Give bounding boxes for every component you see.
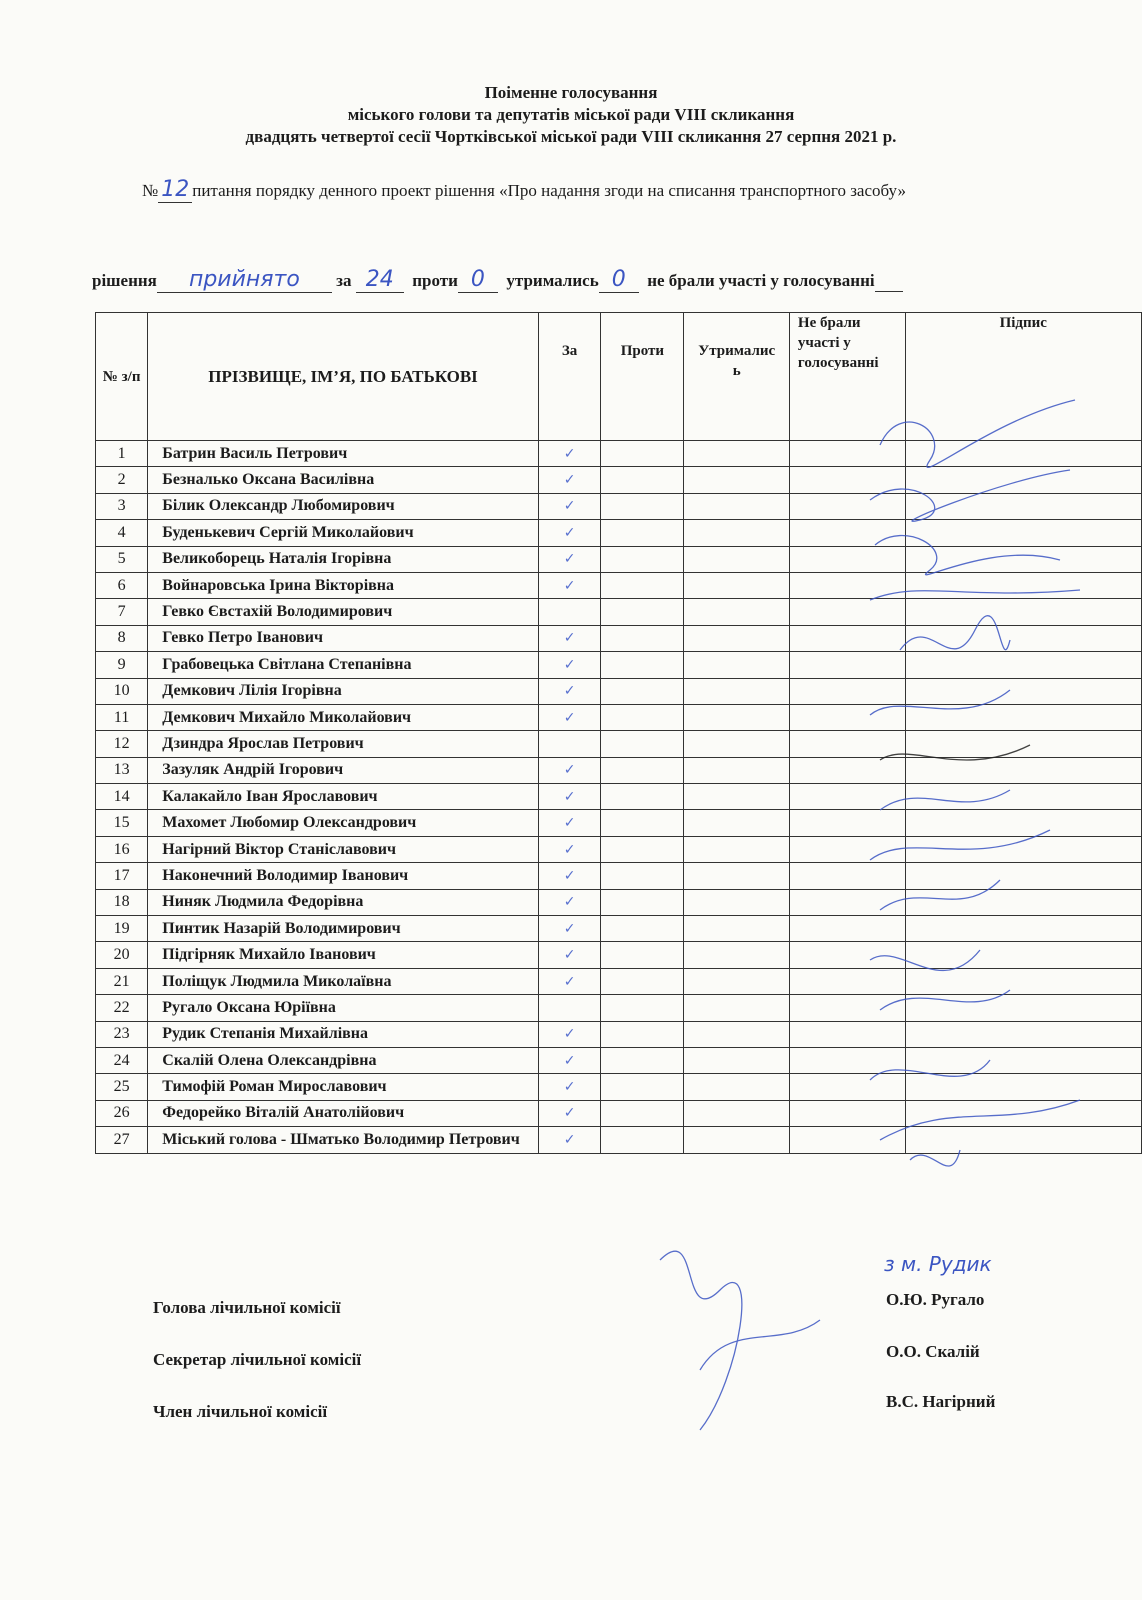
row-against — [601, 810, 684, 836]
table-row — [96, 599, 1142, 625]
row-num: 11 — [96, 704, 148, 730]
row-against — [601, 467, 684, 493]
row-for-mark — [538, 995, 600, 1021]
row-signature — [905, 1100, 1141, 1126]
row-name: Зазуляк Андрій Ігорович — [148, 757, 539, 783]
row-signature — [905, 572, 1141, 598]
decision-value: прийнято — [157, 267, 332, 293]
table-row — [96, 572, 1142, 598]
row-signature — [905, 968, 1141, 994]
row-name: Наконечний Володимир Іванович — [148, 863, 539, 889]
row-against — [601, 1021, 684, 1047]
row-against — [601, 889, 684, 915]
row-num: 23 — [96, 1021, 148, 1047]
row-name: Пинтик Назарій Володимирович — [148, 916, 539, 942]
row-not-voted — [789, 546, 905, 572]
document-subtitle: міського голови та депутатів міської ради VIII скликання — [347, 105, 795, 124]
row-not-voted — [789, 704, 905, 730]
row-for-mark: ✓ — [538, 889, 600, 915]
table-row — [96, 625, 1142, 651]
row-against — [601, 652, 684, 678]
row-not-voted — [789, 757, 905, 783]
row-signature — [905, 467, 1141, 493]
table-row — [96, 441, 1142, 467]
row-name: Скалій Олена Олександрівна — [148, 1047, 539, 1073]
header-abstained: Утрималис ь — [684, 313, 789, 441]
row-for-mark: ✓ — [538, 1021, 600, 1047]
table-row — [96, 493, 1142, 519]
row-for-mark: ✓ — [538, 1127, 600, 1153]
row-name: Білик Олександр Любомирович — [148, 493, 539, 519]
table-row — [96, 942, 1142, 968]
row-not-voted — [789, 731, 905, 757]
row-num: 26 — [96, 1100, 148, 1126]
chair-label: Голова лічильної комісії — [153, 1298, 341, 1317]
row-signature — [905, 916, 1141, 942]
row-num: 9 — [96, 652, 148, 678]
handwritten-note: з м. Рудик — [884, 1252, 992, 1276]
row-not-voted — [789, 916, 905, 942]
row-signature — [905, 520, 1141, 546]
row-num: 17 — [96, 863, 148, 889]
row-not-voted — [789, 942, 905, 968]
row-num: 8 — [96, 625, 148, 651]
abstained-label: утримались — [506, 271, 599, 290]
header-num: № з/п — [96, 313, 148, 441]
document-title: Поіменне голосування — [484, 83, 658, 102]
table-row — [96, 916, 1142, 942]
row-abstained — [684, 467, 789, 493]
not-voted-count — [875, 271, 903, 292]
header-name: ПРІЗВИЩЕ, ІМ’Я, ПО БАТЬКОВІ — [148, 313, 539, 441]
row-num: 20 — [96, 942, 148, 968]
row-signature — [905, 1047, 1141, 1073]
row-against — [601, 678, 684, 704]
row-signature — [905, 493, 1141, 519]
row-abstained — [684, 572, 789, 598]
row-for-mark: ✓ — [538, 572, 600, 598]
row-num: 13 — [96, 757, 148, 783]
question-text: питання порядку денного проект рішення «Про надання згоди на списання транспортного засобу» — [192, 181, 906, 200]
row-num: 27 — [96, 1127, 148, 1153]
row-against — [601, 704, 684, 730]
row-for-mark: ✓ — [538, 836, 600, 862]
row-name: Демкович Лілія Ігорівна — [148, 678, 539, 704]
row-num: 5 — [96, 546, 148, 572]
table-row — [96, 810, 1142, 836]
voting-table — [95, 312, 1142, 1154]
row-for-mark: ✓ — [538, 968, 600, 994]
row-for-mark: ✓ — [538, 441, 600, 467]
member-label: Член лічильної комісії — [153, 1402, 328, 1421]
row-abstained — [684, 1047, 789, 1073]
row-not-voted — [789, 599, 905, 625]
member-name: В.С. Нагірний — [886, 1392, 996, 1411]
row-name: Гевко Євстахій Володимирович — [148, 599, 539, 625]
row-signature — [905, 863, 1141, 889]
row-abstained — [684, 1127, 789, 1153]
row-abstained — [684, 863, 789, 889]
row-name: Демкович Михайло Миколайович — [148, 704, 539, 730]
row-name: Ниняк Людмила Федорівна — [148, 889, 539, 915]
row-signature — [905, 942, 1141, 968]
row-for-mark: ✓ — [538, 810, 600, 836]
row-not-voted — [789, 836, 905, 862]
row-not-voted — [789, 678, 905, 704]
row-signature — [905, 625, 1141, 651]
row-for-mark: ✓ — [538, 916, 600, 942]
row-name: Махомет Любомир Олександрович — [148, 810, 539, 836]
row-signature — [905, 836, 1141, 862]
row-name: Міський голова - Шматько Володимир Петрович — [148, 1127, 539, 1153]
secretary-label: Секретар лічильної комісії — [153, 1350, 362, 1369]
row-abstained — [684, 520, 789, 546]
row-signature — [905, 441, 1141, 467]
table-row — [96, 731, 1142, 757]
row-abstained — [684, 942, 789, 968]
row-against — [601, 863, 684, 889]
row-name: Буденькевич Сергій Миколайович — [148, 520, 539, 546]
row-against — [601, 493, 684, 519]
row-name: Войнаровська Ірина Вікторівна — [148, 572, 539, 598]
row-for-mark: ✓ — [538, 784, 600, 810]
row-abstained — [684, 1021, 789, 1047]
row-name: Великоборець Наталія Ігорівна — [148, 546, 539, 572]
row-name: Нагірний Віктор Станіславович — [148, 836, 539, 862]
row-not-voted — [789, 968, 905, 994]
table-row — [96, 968, 1142, 994]
not-voted-label: не брали участі у голосуванні — [647, 271, 875, 290]
for-label: за — [336, 271, 352, 290]
against-count: 0 — [458, 267, 498, 293]
row-not-voted — [789, 810, 905, 836]
row-num: 14 — [96, 784, 148, 810]
row-signature — [905, 1127, 1141, 1153]
row-for-mark: ✓ — [538, 652, 600, 678]
row-name: Дзиндра Ярослав Петрович — [148, 731, 539, 757]
row-abstained — [684, 889, 789, 915]
row-abstained — [684, 995, 789, 1021]
row-num: 21 — [96, 968, 148, 994]
row-for-mark: ✓ — [538, 493, 600, 519]
row-abstained — [684, 810, 789, 836]
row-against — [601, 757, 684, 783]
row-abstained — [684, 968, 789, 994]
row-for-mark: ✓ — [538, 757, 600, 783]
row-signature — [905, 546, 1141, 572]
row-not-voted — [789, 520, 905, 546]
row-name: Підгірняк Михайло Іванович — [148, 942, 539, 968]
row-num: 24 — [96, 1047, 148, 1073]
row-for-mark — [538, 599, 600, 625]
chair-name: О.Ю. Ругало — [886, 1290, 985, 1309]
row-abstained — [684, 652, 789, 678]
row-abstained — [684, 1100, 789, 1126]
row-num: 7 — [96, 599, 148, 625]
row-not-voted — [789, 784, 905, 810]
row-not-voted — [789, 441, 905, 467]
row-against — [601, 968, 684, 994]
row-against — [601, 836, 684, 862]
row-against — [601, 546, 684, 572]
row-signature — [905, 1021, 1141, 1047]
row-signature — [905, 810, 1141, 836]
agenda-question — [142, 178, 1070, 203]
row-num: 2 — [96, 467, 148, 493]
row-for-mark: ✓ — [538, 625, 600, 651]
table-row — [96, 1127, 1142, 1153]
row-num: 19 — [96, 916, 148, 942]
row-not-voted — [789, 1047, 905, 1073]
table-row — [96, 1100, 1142, 1126]
row-abstained — [684, 625, 789, 651]
row-num: 10 — [96, 678, 148, 704]
row-signature — [905, 652, 1141, 678]
row-signature — [905, 889, 1141, 915]
table-row — [96, 520, 1142, 546]
table-row — [96, 757, 1142, 783]
row-for-mark — [538, 731, 600, 757]
table-row — [96, 704, 1142, 730]
row-for-mark: ✓ — [538, 942, 600, 968]
abstained-count: 0 — [599, 267, 639, 293]
row-num: 25 — [96, 1074, 148, 1100]
row-num: 4 — [96, 520, 148, 546]
session-info: двадцять четвертої сесії Чортківської міської ради VIII скликання 27 серпня 2021 р. — [245, 127, 897, 146]
row-signature — [905, 731, 1141, 757]
row-against — [601, 1074, 684, 1100]
header-for: За — [538, 313, 600, 441]
row-for-mark: ✓ — [538, 1047, 600, 1073]
row-signature — [905, 757, 1141, 783]
table-header-row — [96, 313, 1142, 441]
row-name: Ругало Оксана Юріївна — [148, 995, 539, 1021]
table-body — [96, 441, 1142, 1154]
row-abstained — [684, 441, 789, 467]
row-for-mark: ✓ — [538, 678, 600, 704]
row-against — [601, 784, 684, 810]
table-row — [96, 995, 1142, 1021]
question-prefix: № — [142, 181, 159, 200]
row-signature — [905, 599, 1141, 625]
table-row — [96, 863, 1142, 889]
row-against — [601, 520, 684, 546]
header-signature: Підпис — [905, 313, 1141, 441]
row-abstained — [684, 731, 789, 757]
table-row — [96, 467, 1142, 493]
row-not-voted — [789, 1074, 905, 1100]
row-against — [601, 1127, 684, 1153]
row-num: 1 — [96, 441, 148, 467]
row-not-voted — [789, 1021, 905, 1047]
table-row — [96, 1021, 1142, 1047]
row-signature — [905, 995, 1141, 1021]
row-against — [601, 625, 684, 651]
row-for-mark: ✓ — [538, 863, 600, 889]
row-abstained — [684, 1074, 789, 1100]
row-signature — [905, 704, 1141, 730]
table-row — [96, 889, 1142, 915]
row-abstained — [684, 546, 789, 572]
table-row — [96, 836, 1142, 862]
row-abstained — [684, 757, 789, 783]
row-for-mark: ✓ — [538, 467, 600, 493]
row-num: 18 — [96, 889, 148, 915]
row-abstained — [684, 836, 789, 862]
row-num: 12 — [96, 731, 148, 757]
row-not-voted — [789, 467, 905, 493]
question-number: 12 — [158, 178, 192, 203]
row-name: Поліщук Людмила Миколаївна — [148, 968, 539, 994]
row-for-mark: ✓ — [538, 546, 600, 572]
row-abstained — [684, 493, 789, 519]
row-against — [601, 1047, 684, 1073]
row-num: 15 — [96, 810, 148, 836]
row-for-mark: ✓ — [538, 1074, 600, 1100]
row-name: Тимофій Роман Мирославович — [148, 1074, 539, 1100]
row-for-mark: ✓ — [538, 704, 600, 730]
header-not-voted: Не брали участі у голосуванні — [789, 313, 905, 441]
row-for-mark: ✓ — [538, 1100, 600, 1126]
for-count: 24 — [356, 267, 404, 293]
table-row — [96, 652, 1142, 678]
row-against — [601, 599, 684, 625]
row-against — [601, 572, 684, 598]
row-not-voted — [789, 889, 905, 915]
row-num: 16 — [96, 836, 148, 862]
row-name: Рудик Степанія Михайлівна — [148, 1021, 539, 1047]
row-num: 22 — [96, 995, 148, 1021]
row-name: Федорейко Віталій Анатолійович — [148, 1100, 539, 1126]
row-abstained — [684, 784, 789, 810]
row-against — [601, 1100, 684, 1126]
row-for-mark: ✓ — [538, 520, 600, 546]
row-name: Грабовецька Світлана Степанівна — [148, 652, 539, 678]
row-name: Калакайло Іван Ярославович — [148, 784, 539, 810]
row-against — [601, 942, 684, 968]
row-abstained — [684, 599, 789, 625]
row-against — [601, 441, 684, 467]
row-not-voted — [789, 625, 905, 651]
row-signature — [905, 1074, 1141, 1100]
row-not-voted — [789, 1100, 905, 1126]
row-num: 3 — [96, 493, 148, 519]
decision-label: рішення — [92, 271, 157, 290]
table-row — [96, 1047, 1142, 1073]
row-not-voted — [789, 572, 905, 598]
row-against — [601, 731, 684, 757]
row-name: Безналько Оксана Василівна — [148, 467, 539, 493]
table-row — [96, 784, 1142, 810]
row-signature — [905, 784, 1141, 810]
row-name: Гевко Петро Іванович — [148, 625, 539, 651]
row-name: Батрин Василь Петрович — [148, 441, 539, 467]
row-not-voted — [789, 1127, 905, 1153]
row-not-voted — [789, 995, 905, 1021]
row-num: 6 — [96, 572, 148, 598]
against-label: проти — [412, 271, 458, 290]
decision-summary — [92, 267, 1092, 293]
header-against: Проти — [601, 313, 684, 441]
table-row — [96, 1074, 1142, 1100]
secretary-name: О.О. Скалій — [886, 1342, 980, 1361]
table-row — [96, 546, 1142, 572]
row-abstained — [684, 678, 789, 704]
row-signature — [905, 678, 1141, 704]
row-not-voted — [789, 493, 905, 519]
row-abstained — [684, 916, 789, 942]
table-row — [96, 678, 1142, 704]
row-abstained — [684, 704, 789, 730]
row-not-voted — [789, 652, 905, 678]
row-against — [601, 916, 684, 942]
row-not-voted — [789, 863, 905, 889]
row-against — [601, 995, 684, 1021]
